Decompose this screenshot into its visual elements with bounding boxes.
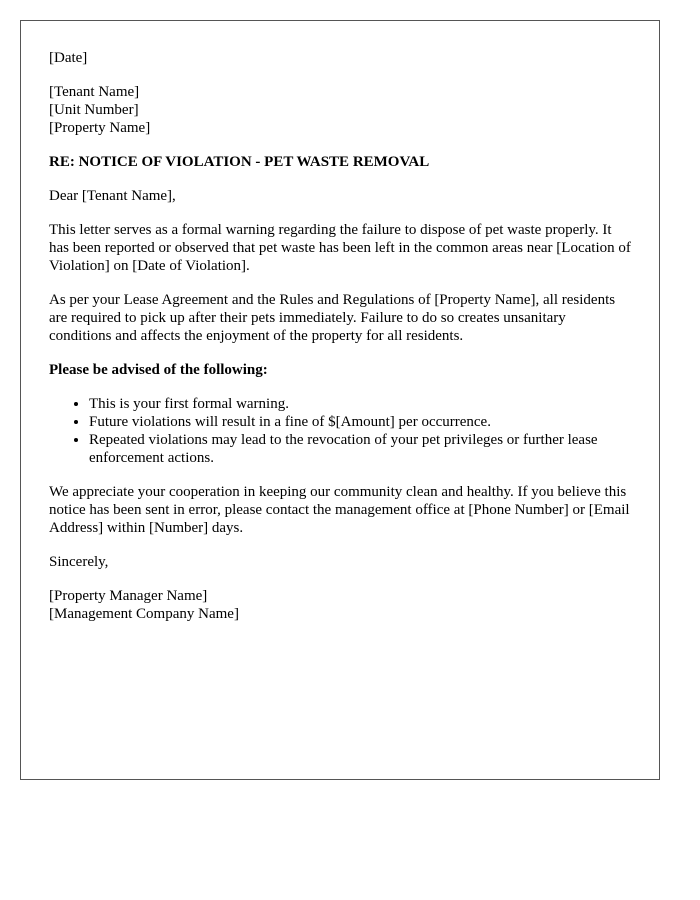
- recipient-property-name: [Property Name]: [49, 120, 151, 136]
- list-item: • Repeated violations may lead to the revocation of your pet privileges or further lease enforcement actions.: [89, 431, 631, 467]
- letter-closing: Sincerely,: [49, 554, 109, 570]
- signature-company-name: [Management Company Name]: [49, 606, 239, 622]
- recipient-unit-number: [Unit Number]: [49, 102, 139, 118]
- advised-list: [49, 395, 631, 467]
- signature-block: [49, 587, 631, 623]
- list-item: • Future violations will result in a fine of $[Amount] per occurrence.: [89, 413, 631, 431]
- list-item: • This is your first formal warning.: [89, 395, 631, 413]
- signature-manager-name: [Property Manager Name]: [49, 588, 208, 604]
- letter-paragraph-2: As per your Lease Agreement and the Rules and Regulations of [Property Name], all residents are required to pick up after their pets immediately. Failure to do so creates unsanitary conditions and affects the enjoyment of the property for all residents.: [49, 292, 616, 344]
- advised-heading: Please be advised of the following:: [49, 362, 268, 378]
- recipient-tenant-name: [Tenant Name]: [49, 84, 140, 100]
- letter-subject: RE: NOTICE OF VIOLATION - PET WASTE REMOVAL: [49, 154, 430, 170]
- letter-date: [Date]: [49, 50, 88, 66]
- letter-salutation: Dear [Tenant Name],: [49, 188, 176, 204]
- letter-paragraph-3: We appreciate your cooperation in keeping our community clean and healthy. If you believe this notice has been sent in error, please contact the management office at [Phone Number] or [Email Address] within [Number] days.: [49, 484, 630, 536]
- letter-page: [20, 20, 660, 780]
- letter-paragraph-1: This letter serves as a formal warning regarding the failure to dispose of pet waste properly. It has been reported or observed that pet waste has been left in the common areas near [Location of Violation] on [Date of Violation].: [49, 222, 631, 274]
- recipient-block: [49, 83, 631, 137]
